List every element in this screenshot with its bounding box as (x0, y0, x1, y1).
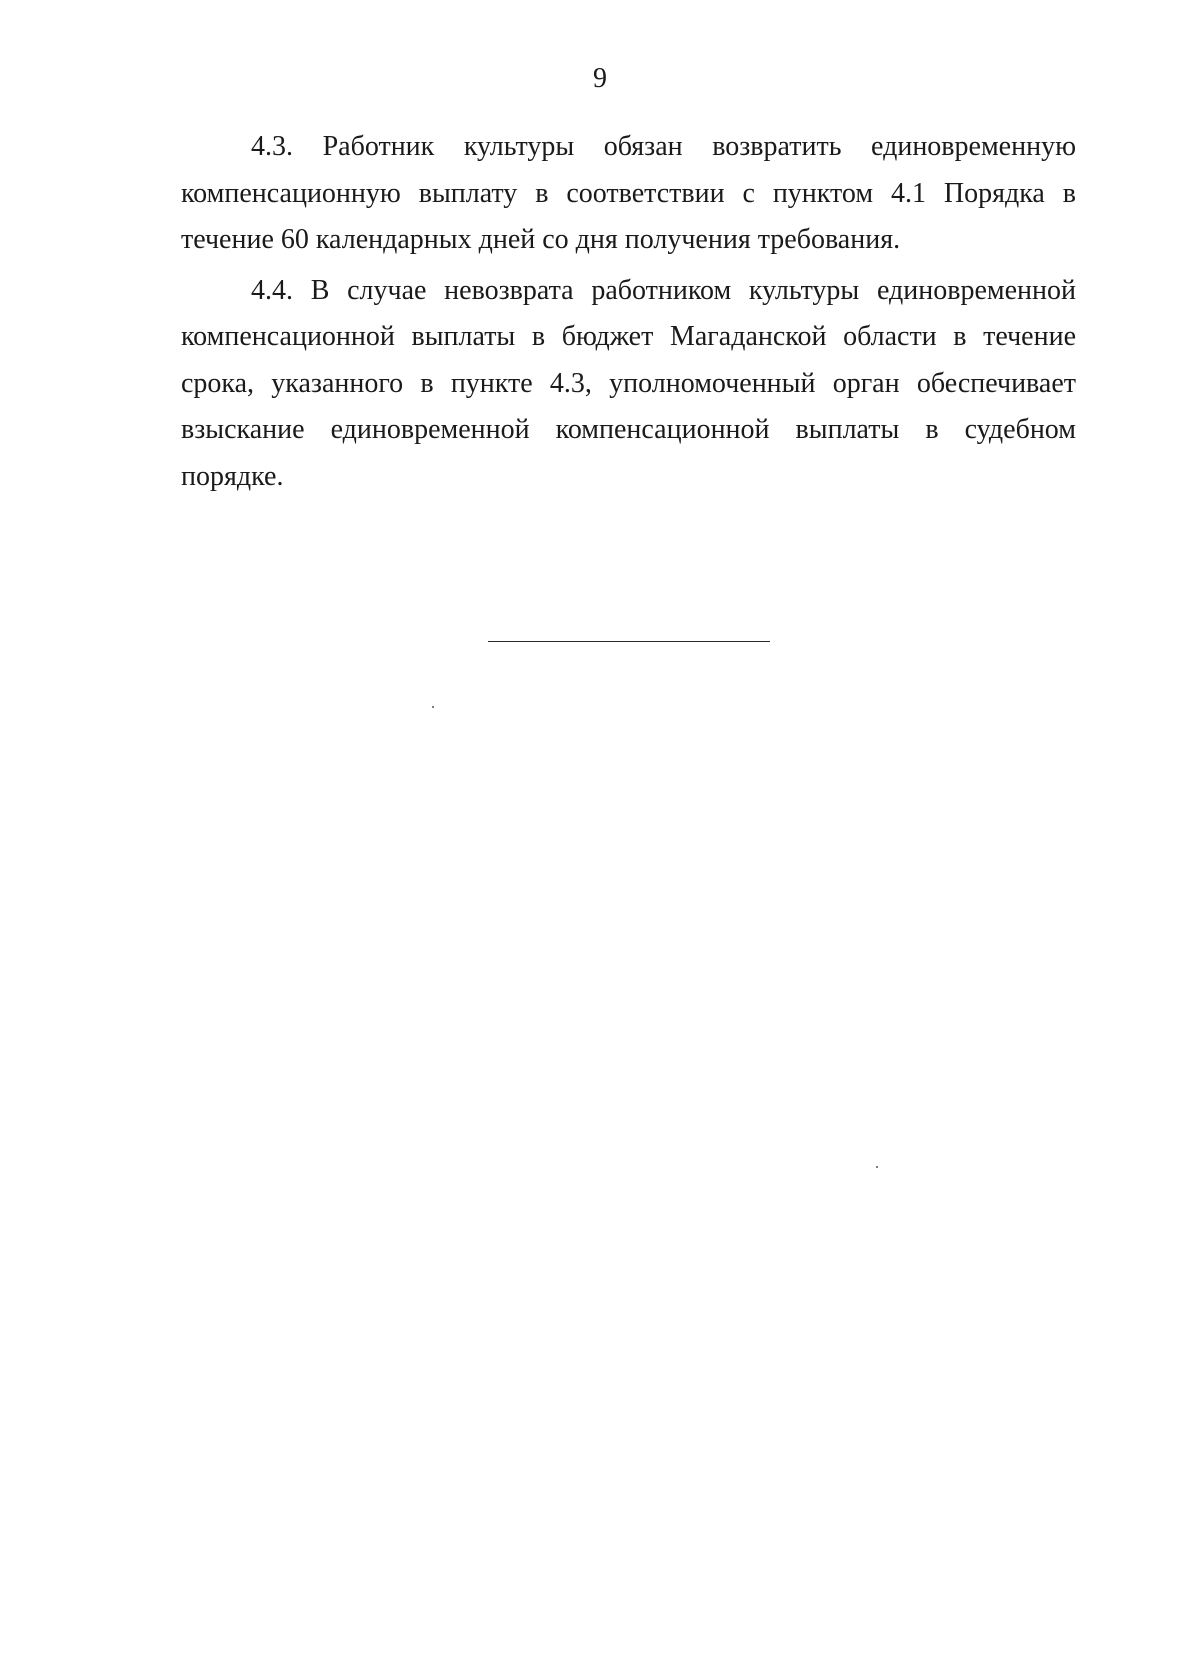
document-body (181, 124, 1076, 504)
end-divider-line (488, 641, 770, 642)
page-number: 9 (593, 63, 607, 94)
scan-speck (876, 1166, 878, 1168)
scan-speck (432, 706, 434, 708)
paragraph-4-4: 4.4. В случае невозврата работником культуры единовременной компенсационной выплаты в бюджет Магаданской области в течение срока, указанного в пункте 4.3, уполномоченный орган обеспечивает взыскание единовременной компенсационной выплаты в судебном порядке. (181, 274, 1076, 492)
paragraph-4-3: 4.3. Работник культуры обязан возвратить единовременную компенсационную выплату в соответствии с пунктом 4.1 Порядка в течение 60 календарных дней со дня получения требования. (181, 131, 1076, 255)
